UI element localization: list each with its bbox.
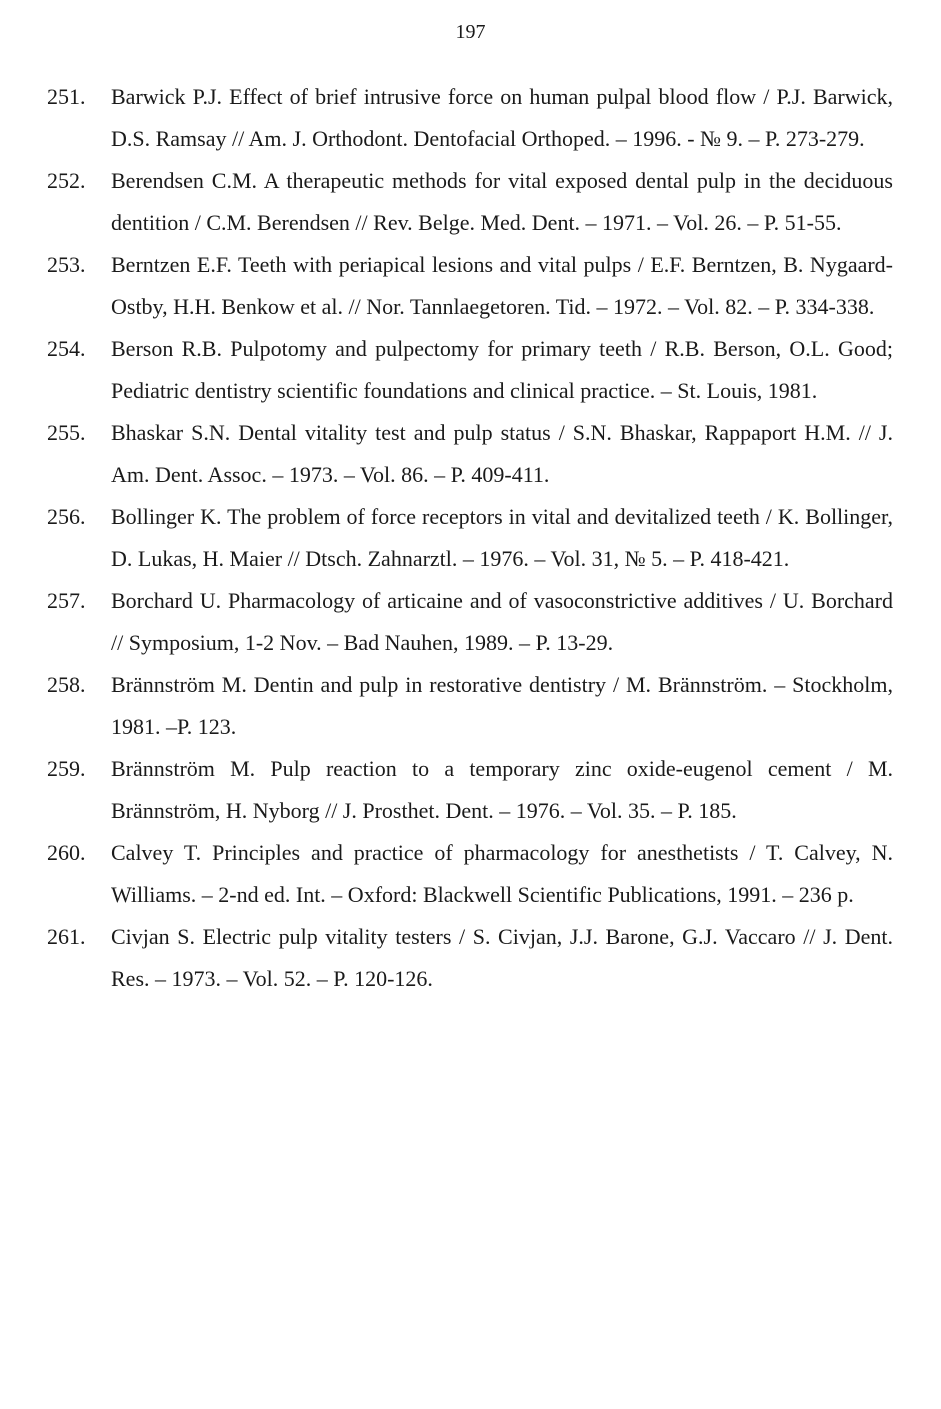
- reference-item: [0, 580, 941, 664]
- reference-text: Berntzen E.F. Teeth with periapical lesions and vital pulps / E.F. Berntzen, B. Nygaard-Ostby, H.H. Benkow et al. // Nor. Tannlaegetoren. Tid. – 1972. – Vol. 82. – P. 334-338.: [111, 252, 893, 319]
- reference-number: 256.: [47, 504, 86, 529]
- reference-number: 252.: [47, 168, 86, 193]
- reference-item: [0, 244, 941, 328]
- reference-item: [0, 916, 941, 1000]
- reference-text: Barwick P.J. Effect of brief intrusive force on human pulpal blood flow / P.J. Barwick, D.S. Ramsay // Am. J. Orthodont. Dentofacial Orthoped. – 1996. - № 9. – P. 273-279.: [111, 84, 893, 151]
- reference-number: 251.: [47, 84, 86, 109]
- reference-item: [0, 664, 941, 748]
- reference-item: [0, 328, 941, 412]
- reference-number: 259.: [47, 756, 86, 781]
- reference-item: [0, 160, 941, 244]
- reference-item: [0, 832, 941, 916]
- reference-number: 254.: [47, 336, 86, 361]
- reference-text: Brännström M. Pulp reaction to a temporary zinc oxide-eugenol cement / M. Brännström, H. Nyborg // J. Prosthet. Dent. – 1976. – Vol. 35. – P. 185.: [111, 756, 893, 823]
- reference-text: Civjan S. Electric pulp vitality testers / S. Civjan, J.J. Barone, G.J. Vaccaro // J. Dent. Res. – 1973. – Vol. 52. – P. 120-126.: [111, 924, 893, 991]
- reference-text: Brännström M. Dentin and pulp in restorative dentistry / M. Brännström. – Stockholm, 1981. –P. 123.: [111, 672, 893, 739]
- page-number: 197: [455, 21, 486, 43]
- reference-number: 253.: [47, 252, 86, 277]
- reference-item: [0, 76, 941, 160]
- reference-text: Berendsen C.M. A therapeutic methods for vital exposed dental pulp in the deciduous dentition / C.M. Berendsen // Rev. Belge. Med. Dent. – 1971. – Vol. 26. – P. 51-55.: [111, 168, 893, 235]
- reference-text: Borchard U. Pharmacology of articaine and of vasoconstrictive additives / U. Borchard // Symposium, 1-2 Nov. – Bad Nauhen, 1989. – P. 13-29.: [111, 588, 893, 655]
- reference-text: Bhaskar S.N. Dental vitality test and pulp status / S.N. Bhaskar, Rappaport H.M. // J. Am. Dent. Assoc. – 1973. – Vol. 86. – P. 409-411.: [111, 420, 893, 487]
- reference-number: 261.: [47, 924, 86, 949]
- reference-item: [0, 412, 941, 496]
- reference-text: Berson R.B. Pulpotomy and pulpectomy for primary teeth / R.B. Berson, O.L. Good; Pediatric dentistry scientific foundations and clinical practice. – St. Louis, 1981.: [111, 336, 893, 403]
- reference-number: 260.: [47, 840, 86, 865]
- reference-number: 257.: [47, 588, 86, 613]
- reference-text: Bollinger K. The problem of force receptors in vital and devitalized teeth / K. Bollinger, D. Lukas, H. Maier // Dtsch. Zahnarztl. – 1976. – Vol. 31, № 5. – P. 418-421.: [111, 504, 893, 571]
- reference-item: [0, 748, 941, 832]
- reference-number: 255.: [47, 420, 86, 445]
- reference-item: [0, 496, 941, 580]
- reference-text: Calvey T. Principles and practice of pharmacology for anesthetists / T. Calvey, N. Williams. – 2-nd ed. Int. – Oxford: Blackwell Scientific Publications, 1991. – 236 p.: [111, 840, 893, 907]
- reference-number: 258.: [47, 672, 86, 697]
- reference-list: [0, 76, 941, 1000]
